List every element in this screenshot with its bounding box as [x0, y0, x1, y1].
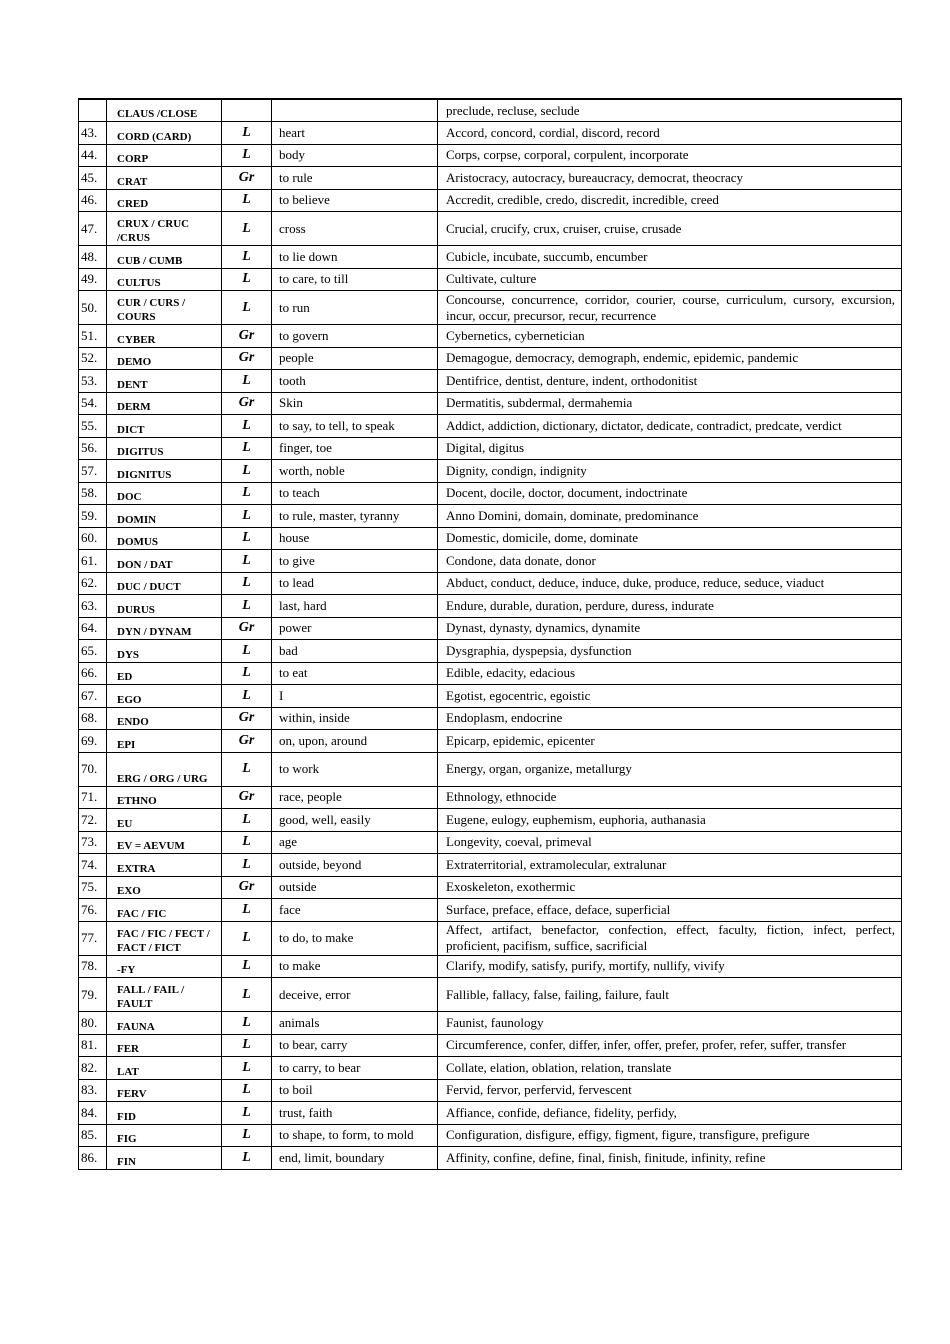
root-cell: FER [107, 1034, 222, 1057]
root-cell: DEMO [107, 347, 222, 370]
origin-cell: L [222, 662, 272, 685]
table-row [79, 831, 902, 854]
examples-cell: Endoplasm, endocrine [438, 707, 902, 730]
row-number: 62. [79, 572, 107, 595]
origin-cell: L [222, 212, 272, 246]
examples-cell: Domestic, domicile, dome, dominate [438, 527, 902, 550]
table-row [79, 1057, 902, 1080]
table-row [79, 640, 902, 663]
table-row [79, 809, 902, 832]
root-cell: DOC [107, 482, 222, 505]
root-cell: LAT [107, 1057, 222, 1080]
table-row [79, 99, 902, 122]
table-row [79, 246, 902, 269]
meaning-cell: bad [272, 640, 438, 663]
examples-cell: Crucial, crucify, crux, cruiser, cruise, crusade [438, 212, 902, 246]
root-cell: DIGITUS [107, 437, 222, 460]
row-number: 69. [79, 730, 107, 753]
row-number: 44. [79, 144, 107, 167]
examples-cell: Extraterritorial, extramolecular, extralunar [438, 854, 902, 877]
table-row [79, 899, 902, 922]
row-number: 60. [79, 527, 107, 550]
meaning-cell: heart [272, 122, 438, 145]
root-cell: EXO [107, 876, 222, 899]
examples-cell: Collate, elation, oblation, relation, translate [438, 1057, 902, 1080]
table-row [79, 189, 902, 212]
origin-cell: L [222, 291, 272, 325]
examples-cell: Aristocracy, autocracy, bureaucracy, democrat, theocracy [438, 167, 902, 190]
table-row [79, 268, 902, 291]
row-number: 66. [79, 662, 107, 685]
root-cell: FALL / FAIL / FAULT [107, 978, 222, 1012]
origin-cell: Gr [222, 730, 272, 753]
root-cell: CORD (CARD) [107, 122, 222, 145]
table-row [79, 392, 902, 415]
root-cell: FAUNA [107, 1012, 222, 1035]
meaning-cell: Skin [272, 392, 438, 415]
origin-cell: L [222, 572, 272, 595]
examples-cell: Dynast, dynasty, dynamics, dynamite [438, 617, 902, 640]
table-row [79, 1012, 902, 1035]
origin-cell: L [222, 550, 272, 573]
row-number: 82. [79, 1057, 107, 1080]
meaning-cell: to govern [272, 325, 438, 348]
meaning-cell: face [272, 899, 438, 922]
origin-cell: L [222, 854, 272, 877]
row-number: 81. [79, 1034, 107, 1057]
examples-cell: Dysgraphia, dyspepsia, dysfunction [438, 640, 902, 663]
root-cell: DYS [107, 640, 222, 663]
table-row [79, 595, 902, 618]
origin-cell: L [222, 189, 272, 212]
examples-cell: Condone, data donate, donor [438, 550, 902, 573]
table-row [79, 1034, 902, 1057]
origin-cell: L [222, 640, 272, 663]
examples-cell: Cybernetics, cybernetician [438, 325, 902, 348]
meaning-cell: to care, to till [272, 268, 438, 291]
origin-cell: L [222, 527, 272, 550]
table-row [79, 662, 902, 685]
meaning-cell: to believe [272, 189, 438, 212]
row-number: 67. [79, 685, 107, 708]
meaning-cell: body [272, 144, 438, 167]
root-cell: EU [107, 809, 222, 832]
table-row [79, 752, 902, 786]
examples-cell: Accredit, credible, credo, discredit, incredible, creed [438, 189, 902, 212]
root-cell: CRED [107, 189, 222, 212]
row-number: 73. [79, 831, 107, 854]
meaning-cell: to say, to tell, to speak [272, 415, 438, 438]
table-row [79, 437, 902, 460]
origin-cell: L [222, 955, 272, 978]
origin-cell: L [222, 978, 272, 1012]
origin-cell: L [222, 1124, 272, 1147]
examples-cell: Configuration, disfigure, effigy, figment, figure, transfigure, prefigure [438, 1124, 902, 1147]
row-number: 76. [79, 899, 107, 922]
origin-cell: L [222, 482, 272, 505]
origin-cell: Gr [222, 786, 272, 809]
root-cell: CULTUS [107, 268, 222, 291]
meaning-cell: to rule, master, tyranny [272, 505, 438, 528]
root-cell: ETHNO [107, 786, 222, 809]
examples-cell: Fallible, fallacy, false, failing, failure, fault [438, 978, 902, 1012]
examples-cell: Cubicle, incubate, succumb, encumber [438, 246, 902, 269]
origin-cell: L [222, 415, 272, 438]
table-row [79, 144, 902, 167]
row-number: 68. [79, 707, 107, 730]
row-number: 77. [79, 921, 107, 955]
origin-cell: L [222, 1034, 272, 1057]
row-number: 63. [79, 595, 107, 618]
examples-cell: Edible, edacity, edacious [438, 662, 902, 685]
row-number: 55. [79, 415, 107, 438]
examples-cell: Affect, artifact, benefactor, confection, effect, faculty, fiction, infect, perfect, proficient, pacifism, suffice, sacrificial [438, 921, 902, 955]
examples-cell: Energy, organ, organize, metallurgy [438, 752, 902, 786]
origin-cell: L [222, 899, 272, 922]
table-row [79, 978, 902, 1012]
examples-cell: Cultivate, culture [438, 268, 902, 291]
root-cell: EV = AEVUM [107, 831, 222, 854]
origin-cell: L [222, 595, 272, 618]
meaning-cell: deceive, error [272, 978, 438, 1012]
root-cell: DOMIN [107, 505, 222, 528]
meaning-cell: animals [272, 1012, 438, 1035]
origin-cell: L [222, 144, 272, 167]
root-cell: DURUS [107, 595, 222, 618]
origin-cell: L [222, 685, 272, 708]
origin-cell: L [222, 370, 272, 393]
root-cell: -FY [107, 955, 222, 978]
examples-cell: Clarify, modify, satisfy, purify, mortify, nullify, vivify [438, 955, 902, 978]
row-number: 83. [79, 1079, 107, 1102]
table-row [79, 212, 902, 246]
origin-cell [222, 99, 272, 122]
row-number: 49. [79, 268, 107, 291]
examples-cell: Dermatitis, subdermal, dermahemia [438, 392, 902, 415]
root-cell: FIN [107, 1147, 222, 1170]
row-number: 43. [79, 122, 107, 145]
row-number: 54. [79, 392, 107, 415]
meaning-cell: good, well, easily [272, 809, 438, 832]
root-cell: DUC / DUCT [107, 572, 222, 595]
origin-cell: L [222, 921, 272, 955]
root-cell: DENT [107, 370, 222, 393]
row-number: 47. [79, 212, 107, 246]
row-number: 46. [79, 189, 107, 212]
examples-cell: Endure, durable, duration, perdure, duress, indurate [438, 595, 902, 618]
meaning-cell: to lead [272, 572, 438, 595]
root-cell: CRUX / CRUC /CRUS [107, 212, 222, 246]
table-row [79, 617, 902, 640]
meaning-cell: to give [272, 550, 438, 573]
row-number: 45. [79, 167, 107, 190]
roots-table [78, 98, 902, 1170]
root-cell: CUB / CUMB [107, 246, 222, 269]
meaning-cell: trust, faith [272, 1102, 438, 1125]
table-row [79, 921, 902, 955]
table-row [79, 707, 902, 730]
row-number: 70. [79, 752, 107, 786]
table-row [79, 1102, 902, 1125]
meaning-cell: to lie down [272, 246, 438, 269]
table-row [79, 527, 902, 550]
root-cell: FAC / FIC [107, 899, 222, 922]
examples-cell: Digital, digitus [438, 437, 902, 460]
examples-cell: Dentifrice, dentist, denture, indent, orthodonitist [438, 370, 902, 393]
examples-cell: Eugene, eulogy, euphemism, euphoria, authanasia [438, 809, 902, 832]
table-row [79, 1079, 902, 1102]
row-number: 61. [79, 550, 107, 573]
examples-cell: Surface, preface, efface, deface, superficial [438, 899, 902, 922]
row-number: 79. [79, 978, 107, 1012]
meaning-cell: people [272, 347, 438, 370]
row-number: 80. [79, 1012, 107, 1035]
table-row [79, 876, 902, 899]
table-row [79, 1147, 902, 1170]
meaning-cell: outside [272, 876, 438, 899]
meaning-cell: on, upon, around [272, 730, 438, 753]
origin-cell: Gr [222, 392, 272, 415]
root-cell: CLAUS /CLOSE [107, 99, 222, 122]
root-cell: DIGNITUS [107, 460, 222, 483]
meaning-cell: to eat [272, 662, 438, 685]
row-number: 78. [79, 955, 107, 978]
roots-table-body [79, 99, 902, 1169]
meaning-cell: tooth [272, 370, 438, 393]
table-row [79, 685, 902, 708]
table-row [79, 730, 902, 753]
row-number: 84. [79, 1102, 107, 1125]
origin-cell: L [222, 460, 272, 483]
meaning-cell: power [272, 617, 438, 640]
table-row [79, 415, 902, 438]
meaning-cell: outside, beyond [272, 854, 438, 877]
origin-cell: Gr [222, 167, 272, 190]
origin-cell: L [222, 1057, 272, 1080]
origin-cell: L [222, 1012, 272, 1035]
examples-cell: Ethnology, ethnocide [438, 786, 902, 809]
row-number: 75. [79, 876, 107, 899]
origin-cell: Gr [222, 876, 272, 899]
row-number: 53. [79, 370, 107, 393]
table-row [79, 1124, 902, 1147]
examples-cell: Fervid, fervor, perfervid, fervescent [438, 1079, 902, 1102]
row-number: 51. [79, 325, 107, 348]
table-row [79, 370, 902, 393]
meaning-cell: age [272, 831, 438, 854]
meaning-cell: to rule [272, 167, 438, 190]
meaning-cell: I [272, 685, 438, 708]
table-row [79, 572, 902, 595]
root-cell: CYBER [107, 325, 222, 348]
meaning-cell: to carry, to bear [272, 1057, 438, 1080]
origin-cell: L [222, 246, 272, 269]
examples-cell: Demagogue, democracy, demograph, endemic, epidemic, pandemic [438, 347, 902, 370]
examples-cell: Addict, addiction, dictionary, dictator, dedicate, contradict, predcate, verdict [438, 415, 902, 438]
examples-cell: Dignity, condign, indignity [438, 460, 902, 483]
meaning-cell: finger, toe [272, 437, 438, 460]
examples-cell: Concourse, concurrence, corridor, courier, course, curriculum, cursory, excursion, incur, occur, precursor, recur, recurrence [438, 291, 902, 325]
examples-cell: Epicarp, epidemic, epicenter [438, 730, 902, 753]
row-number: 65. [79, 640, 107, 663]
origin-cell: L [222, 437, 272, 460]
table-row [79, 955, 902, 978]
table-row [79, 550, 902, 573]
root-cell: DERM [107, 392, 222, 415]
root-cell: DICT [107, 415, 222, 438]
table-row [79, 325, 902, 348]
row-number: 64. [79, 617, 107, 640]
root-cell: FIG [107, 1124, 222, 1147]
table-row [79, 167, 902, 190]
table-row [79, 347, 902, 370]
root-cell: EXTRA [107, 854, 222, 877]
examples-cell: Egotist, egocentric, egoistic [438, 685, 902, 708]
examples-cell: Affiance, confide, defiance, fidelity, perfidy, [438, 1102, 902, 1125]
examples-cell: Affinity, confine, define, final, finish, finitude, infinity, refine [438, 1147, 902, 1170]
meaning-cell: cross [272, 212, 438, 246]
meaning-cell: worth, noble [272, 460, 438, 483]
origin-cell: L [222, 122, 272, 145]
row-number: 57. [79, 460, 107, 483]
table-row [79, 460, 902, 483]
examples-cell: preclude, recluse, seclude [438, 99, 902, 122]
root-cell: FAC / FIC / FECT / FACT / FICT [107, 921, 222, 955]
examples-cell: Docent, docile, doctor, document, indoctrinate [438, 482, 902, 505]
meaning-cell: end, limit, boundary [272, 1147, 438, 1170]
origin-cell: L [222, 809, 272, 832]
root-cell: ED [107, 662, 222, 685]
origin-cell: L [222, 752, 272, 786]
origin-cell: L [222, 831, 272, 854]
meaning-cell [272, 99, 438, 122]
origin-cell: L [222, 1147, 272, 1170]
row-number: 52. [79, 347, 107, 370]
row-number: 59. [79, 505, 107, 528]
table-row [79, 482, 902, 505]
origin-cell: Gr [222, 325, 272, 348]
row-number: 48. [79, 246, 107, 269]
meaning-cell: last, hard [272, 595, 438, 618]
meaning-cell: within, inside [272, 707, 438, 730]
meaning-cell: to bear, carry [272, 1034, 438, 1057]
origin-cell: L [222, 505, 272, 528]
row-number: 58. [79, 482, 107, 505]
root-cell: FERV [107, 1079, 222, 1102]
meaning-cell: to run [272, 291, 438, 325]
row-number: 86. [79, 1147, 107, 1170]
root-cell: FID [107, 1102, 222, 1125]
row-number: 74. [79, 854, 107, 877]
root-cell: DOMUS [107, 527, 222, 550]
root-cell: ENDO [107, 707, 222, 730]
meaning-cell: to teach [272, 482, 438, 505]
origin-cell: L [222, 268, 272, 291]
meaning-cell: to do, to make [272, 921, 438, 955]
examples-cell: Longevity, coeval, primeval [438, 831, 902, 854]
meaning-cell: to boil [272, 1079, 438, 1102]
row-number: 50. [79, 291, 107, 325]
meaning-cell: house [272, 527, 438, 550]
row-number: 71. [79, 786, 107, 809]
meaning-cell: to shape, to form, to mold [272, 1124, 438, 1147]
root-cell: EGO [107, 685, 222, 708]
meaning-cell: to make [272, 955, 438, 978]
row-number: 56. [79, 437, 107, 460]
examples-cell: Abduct, conduct, deduce, induce, duke, produce, reduce, seduce, viaduct [438, 572, 902, 595]
origin-cell: L [222, 1102, 272, 1125]
examples-cell: Faunist, faunology [438, 1012, 902, 1035]
table-row [79, 505, 902, 528]
root-cell: CORP [107, 144, 222, 167]
table-row [79, 854, 902, 877]
table-row [79, 291, 902, 325]
examples-cell: Circumference, confer, differ, infer, offer, prefer, profer, refer, suffer, transfer [438, 1034, 902, 1057]
root-cell: ERG / ORG / URG [107, 752, 222, 786]
root-cell: EPI [107, 730, 222, 753]
root-cell: CRAT [107, 167, 222, 190]
origin-cell: Gr [222, 347, 272, 370]
examples-cell: Anno Domini, domain, dominate, predominance [438, 505, 902, 528]
row-number: 85. [79, 1124, 107, 1147]
examples-cell: Accord, concord, cordial, discord, record [438, 122, 902, 145]
origin-cell: Gr [222, 707, 272, 730]
examples-cell: Exoskeleton, exothermic [438, 876, 902, 899]
table-row [79, 786, 902, 809]
root-cell: DYN / DYNAM [107, 617, 222, 640]
examples-cell: Corps, corpse, corporal, corpulent, incorporate [438, 144, 902, 167]
meaning-cell: to work [272, 752, 438, 786]
origin-cell: Gr [222, 617, 272, 640]
root-cell: DON / DAT [107, 550, 222, 573]
table-row [79, 122, 902, 145]
origin-cell: L [222, 1079, 272, 1102]
row-number: 72. [79, 809, 107, 832]
root-cell: CUR / CURS / COURS [107, 291, 222, 325]
meaning-cell: race, people [272, 786, 438, 809]
row-number [79, 99, 107, 122]
